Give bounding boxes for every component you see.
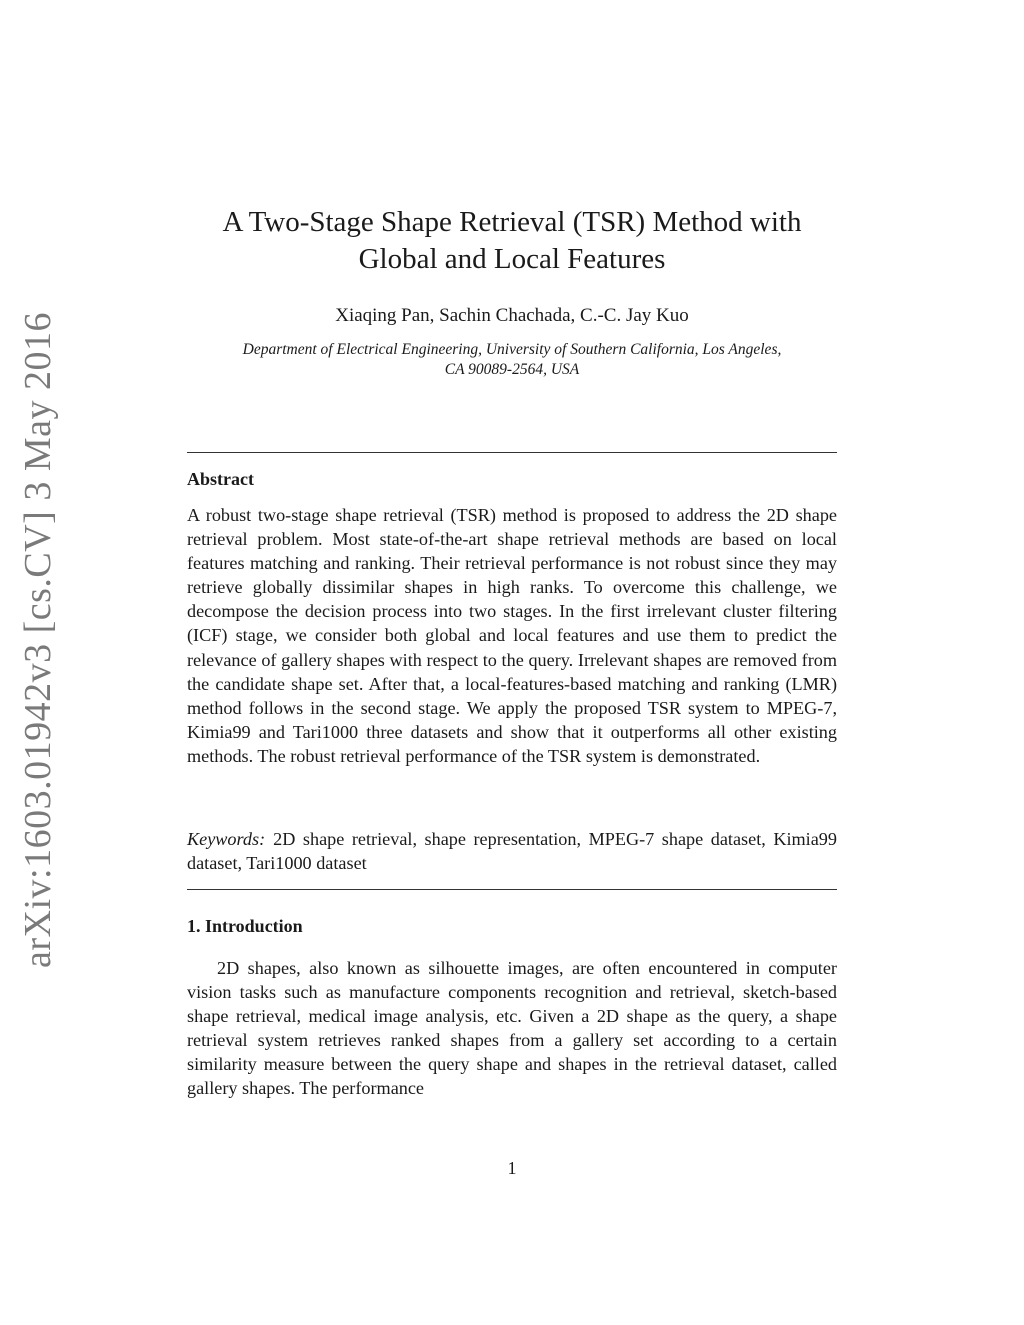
arxiv-identifier-stamp: arXiv:1603.01942v3 [cs.CV] 3 May 2016	[17, 312, 59, 968]
keywords-text: 2D shape retrieval, shape representation, MPEG-7 shape dataset, Kimia99 dataset, Tari1000 dataset	[187, 829, 837, 874]
abstract-top-rule	[187, 452, 837, 453]
page-number: 1	[507, 1158, 517, 1178]
title-line: A Two-Stage Shape Retrieval (TSR) Method with	[222, 206, 802, 238]
keywords	[187, 827, 837, 875]
author-list: Xiaqing Pan, Sachin Chachada, C.-C. Jay Kuo	[335, 305, 689, 326]
keywords-label: Keywords:	[187, 829, 266, 849]
affiliation-line: CA 90089-2564, USA	[444, 361, 580, 378]
affiliation	[187, 340, 837, 380]
paper-title	[187, 204, 837, 278]
abstract-heading: Abstract	[187, 469, 254, 489]
abstract-text: A robust two-stage shape retrieval (TSR) method is proposed to address the 2D shape retrieval problem. Most state-of-the-art shape retrieval methods are based on local features matching and ranking. Their retrieval performance is not robust since they may retrieve globally dissimilar shapes in high ranks. To overcome this challenge, we decompose the decision process into two stages. In the first irrelevant cluster filtering (ICF) stage, we consider both global and local features and use them to predict the relevance of gallery shapes with respect to the query. Irrelevant shapes are removed from the candidate shape set. After that, a local-features-based matching and ranking (LMR) method follows in the second stage. We apply the proposed TSR system to MPEG-7, Kimia99 and Tari1000 three datasets and show that it outperforms all other existing methods. The robust retrieval performance of the TSR system is demonstrated.	[187, 505, 837, 766]
section-heading-introduction: 1. Introduction	[187, 916, 303, 936]
title-line: Global and Local Features	[358, 243, 666, 275]
introduction-paragraph: 2D shapes, also known as silhouette images, are often encountered in computer vision tasks such as manufacture components recognition and retrieval, sketch-based shape retrieval, medical image analysis, etc. Given a 2D shape as the query, a shape retrieval system retrieves ranked shapes from a gallery set according to a certain similarity measure between the query shape and shapes in the retrieval dataset, called gallery shapes. The performance	[187, 958, 837, 1099]
affiliation-line: Department of Electrical Engineering, University of Southern California, Los Angeles,	[242, 341, 782, 358]
abstract-bottom-rule	[187, 889, 837, 890]
